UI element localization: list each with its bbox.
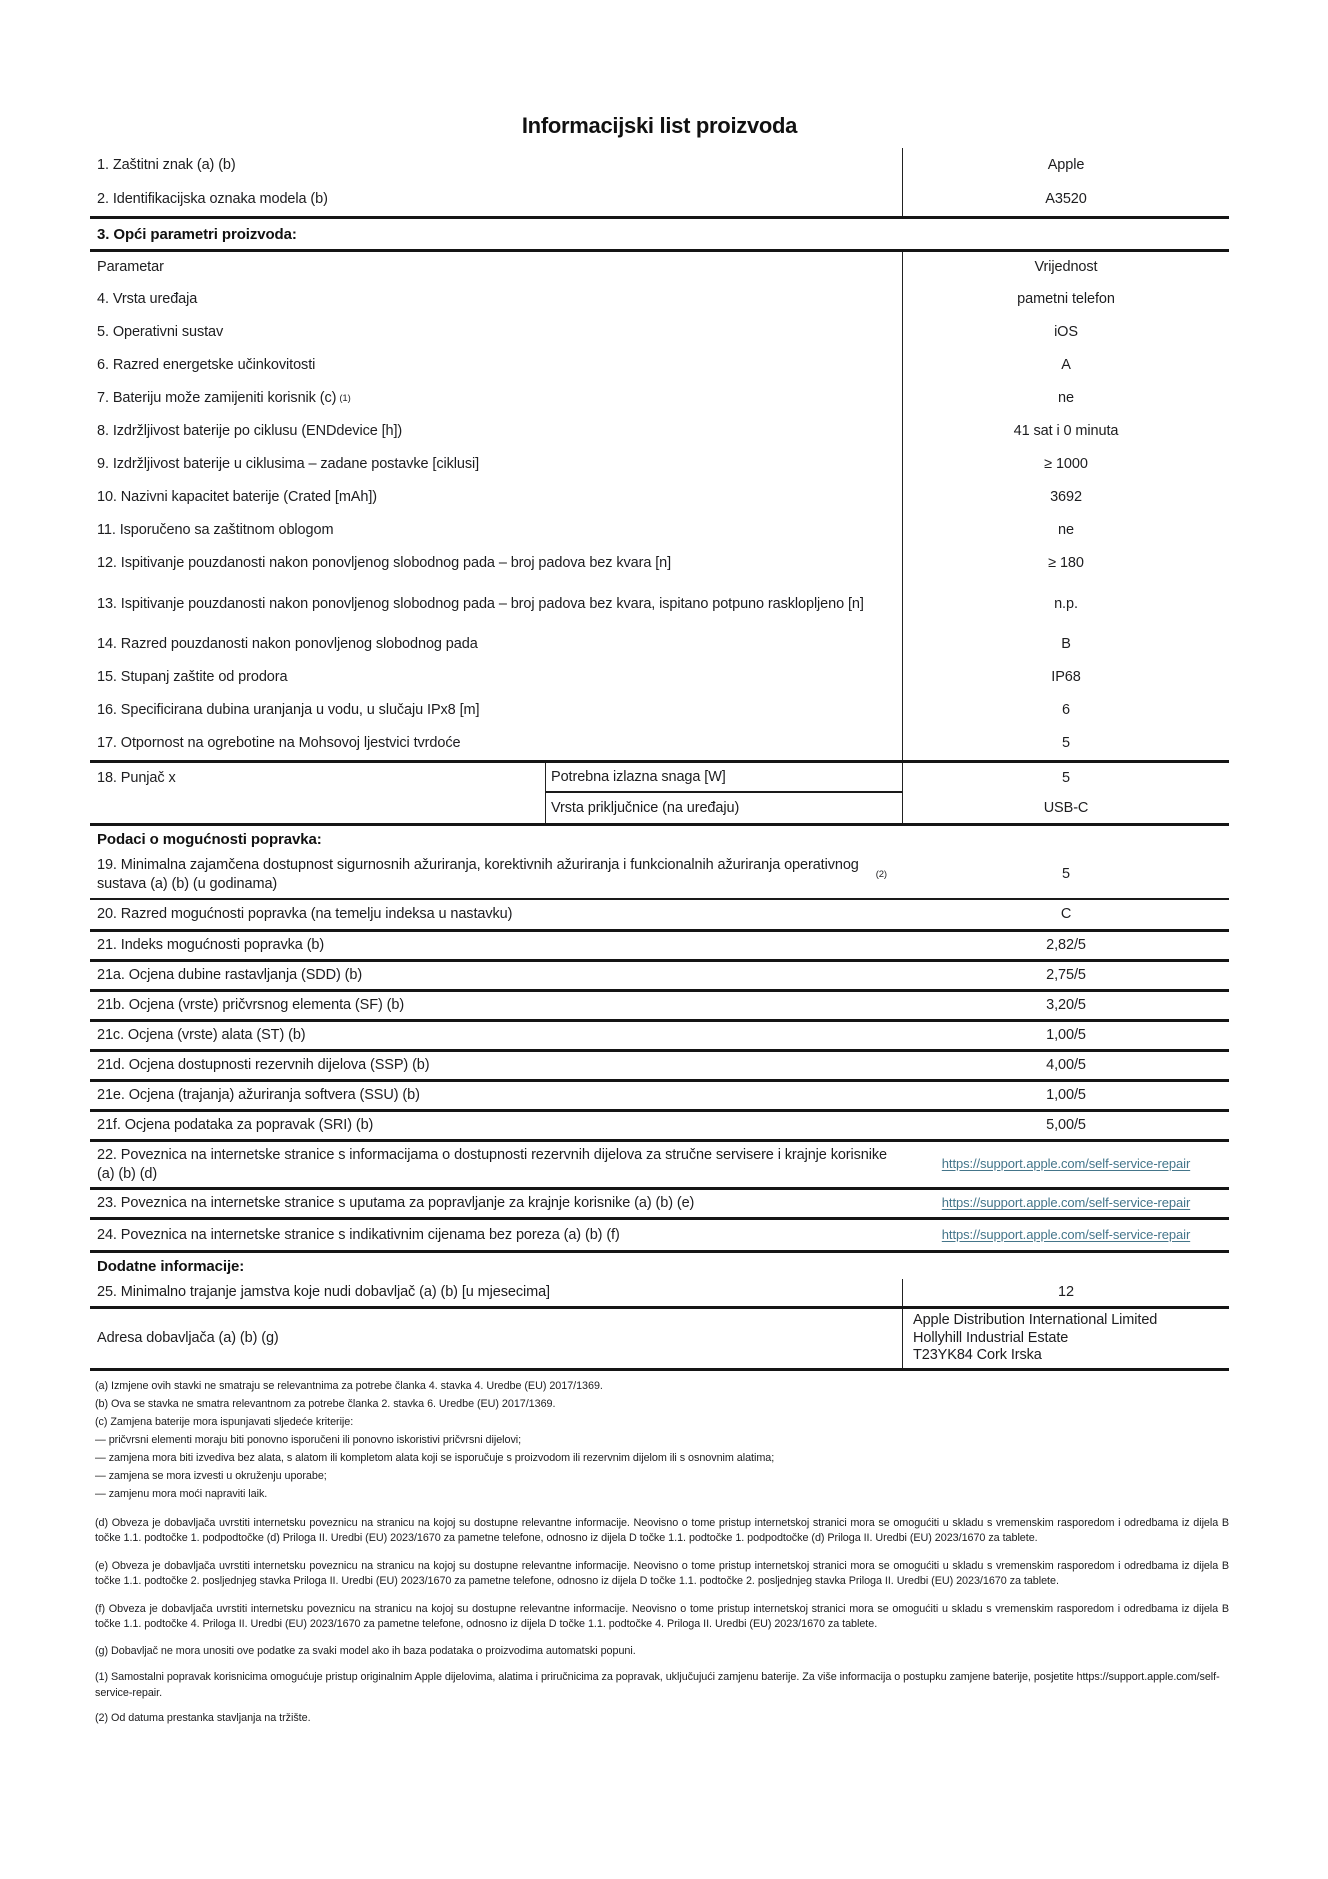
footnote-item: — zamjenu mora moći napraviti laik. <box>95 1487 268 1500</box>
spec-value: A3520 <box>1045 190 1087 207</box>
spec-value <box>903 1220 1229 1250</box>
spec-row <box>90 316 1229 349</box>
spec-label: 19. Minimalna zajamčena dostupnost sigurnosnih ažuriranja, korektivnih ažuriranja i funkcionalnih ažuriranja operativnog sustava (a) (b) (u godinama) (2) <box>97 857 887 892</box>
spec-label: 16. Specificirana dubina uranjanja u vodu, u slučaju IPx8 [m] <box>90 694 903 727</box>
spec-label: 2. Identifikacijska oznaka modela (b) <box>90 182 903 216</box>
footnote-item: (a) Izmjene ovih stavki ne smatraju se relevantnima za potrebe članka 4. stavka 4. Uredbe (EU) 2017/1369. <box>95 1379 603 1392</box>
spec-value: 4,00/5 <box>1046 1056 1086 1073</box>
charger-sub-label: Potrebna izlazna snaga [W] <box>545 763 903 793</box>
identity-table <box>90 148 1229 219</box>
footnote-item: (b) Ova se stavka ne smatra relevantnom za potrebe članka 2. stavka 6. Uredbe (EU) 2017/1369. <box>95 1397 556 1410</box>
spec-label: 10. Nazivni kapacitet baterije (Crated [mAh]) <box>90 481 903 514</box>
spec-label: 4. Vrsta uređaja <box>90 283 903 316</box>
supplier-address-row <box>90 1309 1229 1371</box>
spec-row <box>90 932 1229 962</box>
section-repair-title: Podaci o mogućnosti popravka: <box>97 830 322 848</box>
spec-row <box>90 992 1229 1022</box>
footnote-item: (1) Samostalni popravak korisnicima omogućuje pristup originalnim Apple dijelovima, alatima i priručnicima za popravak, uključujući zamjenu baterije. Za više informacija o postupku zamjene baterije, posjetite https://support.apple.com/self-service-repair. <box>95 1670 1220 1700</box>
section-general-title: 3. Opći parametri proizvoda: <box>90 219 1229 252</box>
spec-row <box>90 962 1229 992</box>
spec-value: 2,75/5 <box>1046 966 1086 983</box>
spec-value: ≥ 180 <box>1048 555 1084 572</box>
spec-row <box>90 1052 1229 1082</box>
spec-label: 20. Razred mogućnosti popravka (na temelju indeksa u nastavku) <box>97 905 513 922</box>
spec-label: 21b. Ocjena (vrste) pričvrsnog elementa (SF) (b) <box>97 996 405 1013</box>
link-row <box>90 1190 1229 1220</box>
spec-label: 25. Minimalno trajanje jamstva koje nudi dobavljač (a) (b) [u mjesecima] <box>90 1279 903 1306</box>
spec-label: 5. Operativni sustav <box>90 316 903 349</box>
link-row <box>90 1142 1229 1191</box>
spec-value <box>903 1190 1229 1217</box>
spec-label: Adresa dobavljača (a) (b) (g) <box>90 1309 903 1368</box>
spec-value: 2,82/5 <box>1046 936 1086 953</box>
spec-label: 22. Poveznica na internetske stranice s informacijama o dostupnosti rezervnih dijelova za stručne servisere i krajnje korisnike (a) (b) (d) <box>97 1146 888 1182</box>
spec-row <box>90 349 1229 382</box>
spec-row <box>90 182 1229 216</box>
spec-value: 41 sat i 0 minuta <box>1013 423 1119 440</box>
spec-label-text: 7. Bateriju može zamijeniti korisnik (c) <box>97 390 337 407</box>
spec-label: 9. Izdržljivost baterije u ciklusima – zadane postavke [ciklusi] <box>90 448 903 481</box>
spec-value: ≥ 1000 <box>1044 456 1088 473</box>
link-row <box>90 1220 1229 1253</box>
spec-label: 21f. Ocjena podataka za popravak (SRI) (b) <box>97 1116 374 1133</box>
footnotes <box>90 1377 1229 1726</box>
charger-row <box>90 763 1229 826</box>
spec-label: 21a. Ocjena dubine rastavljanja (SDD) (b) <box>97 966 363 983</box>
supplier-address <box>903 1309 1229 1368</box>
spec-row <box>90 694 1229 727</box>
spec-value: 3,20/5 <box>1046 996 1086 1013</box>
footnote-item: (f) Obveza je dobavljača uvrstiti internetsku poveznicu na stranicu na kojoj su dostupne relevantne informacije. Neovisno o tome pristup internetskoj stranici mora se omogućiti u skladu s vremenskim rasporedom i odredbama iz dijela B točke 1.1. podtočke 4. Priloga II. Uredbi (EU) 2023/1670 za pametne telefone, odnosno iz dijela D točke 1.1. podtočke 4. Priloga II. Uredbi (EU) 2023/1670 za tablete. <box>95 1602 1229 1630</box>
spec-label: 23. Poveznica na internetske stranice s uputama za popravljanje za krajnje korisnike (a) (b) (e) <box>97 1195 695 1212</box>
footnote-item: (e) Obveza je dobavljača uvrstiti internetsku poveznicu na stranicu na kojoj su dostupne relevantne informacije. Neovisno o tome pristup internetskoj stranici mora se omogućiti u skladu s vremenskim rasporedom i odredbama iz dijela B točke 1.1. podtočke 2. posljednjeg stavka Priloga II. Uredbi (EU) 2023/1670 za pametne telefone, odnosno iz dijela D točke 1.1. podtočke 2. posljednjeg stavka Priloga II. Uredbi (EU) 2023/1670 za tablete. <box>95 1559 1229 1587</box>
spec-value: IP68 <box>1051 669 1081 686</box>
repair-table <box>90 852 1229 1253</box>
spec-label: 12. Ispitivanje pouzdanosti nakon ponovljenog slobodnog pada – broj padova bez kvara [n] <box>90 547 903 580</box>
param-col-header: Parametar <box>90 252 903 283</box>
spec-label: 11. Isporučeno sa zaštitnom oblogom <box>90 514 903 547</box>
support-link[interactable]: https://support.apple.com/self-service-repair <box>941 1195 1191 1211</box>
spec-value: 5 <box>1062 735 1070 752</box>
spec-label: 21. Indeks mogućnosti popravka (b) <box>97 936 325 953</box>
spec-row <box>90 481 1229 514</box>
spec-label: 21c. Ocjena (vrste) alata (ST) (b) <box>97 1026 306 1043</box>
charger-sub-value: 5 <box>1062 770 1070 786</box>
spec-row <box>90 852 1229 900</box>
spec-value <box>903 1142 1229 1188</box>
spec-row <box>90 580 1229 628</box>
product-info-sheet <box>90 0 1229 1726</box>
warranty-row <box>90 1279 1229 1309</box>
spec-value: 5 <box>1062 866 1070 883</box>
spec-value: Apple <box>1047 156 1085 173</box>
support-link[interactable]: https://support.apple.com/self-service-repair <box>941 1226 1191 1242</box>
spec-row <box>90 382 1229 415</box>
spec-value: 5,00/5 <box>1046 1116 1086 1133</box>
footnote-item: — zamjena se mora izvesti u okruženju uporabe; <box>95 1469 327 1482</box>
spec-label: 21e. Ocjena (trajanja) ažuriranja softvera (SSU) (b) <box>97 1086 420 1103</box>
spec-value: 12 <box>1058 1284 1074 1301</box>
footnote-item: (d) Obveza je dobavljača uvrstiti internetsku poveznicu na stranicu na kojoj su dostupne relevantne informacije. Neovisno o tome pristup internetskoj stranici mora se omogućiti u skladu s vremenskim rasporedom i odredbama iz dijela B točke 1.1. podtočke 1. podpodtočke (d) Priloga II. Uredbi (EU) 2023/1670 za pametne telefone, odnosno iz dijela D točke 1.1. podtočke 1. podpodtočke (d) Priloga II. Uredbi (EU) 2023/1670 za tablete. <box>95 1516 1229 1544</box>
address-line: T23YK84 Cork Irska <box>913 1347 1042 1364</box>
charger-label <box>90 763 545 823</box>
spec-label-text: 19. Minimalna zajamčena dostupnost sigurnosnih ažuriranja, korektivnih ažuriranja i funkcionalnih ažuriranja operativnog sustava (a) (b) (u godinama) <box>97 857 859 892</box>
spec-value: pametni telefon <box>1017 291 1115 308</box>
spec-label: 15. Stupanj zaštite od prodora <box>90 661 903 694</box>
spec-label: 6. Razred energetske učinkovitosti <box>90 349 903 382</box>
spec-value: B <box>1061 636 1071 653</box>
charger-label-text: 18. Punjač x <box>97 770 176 786</box>
spec-row <box>90 148 1229 182</box>
spec-value: 3692 <box>1050 489 1082 506</box>
spec-value: ne <box>1058 390 1074 407</box>
address-line: Hollyhill Industrial Estate <box>913 1329 1069 1346</box>
footnote-item: (g) Dobavljač ne mora unositi ove podatke za svaki model ako ih baza podataka o proizvodima automatski popuni. <box>95 1644 636 1657</box>
spec-row <box>90 661 1229 694</box>
spec-row <box>90 1082 1229 1112</box>
spec-value: iOS <box>1054 324 1078 341</box>
footnote-item: (2) Od datuma prestanka stavljanja na tržište. <box>95 1711 311 1724</box>
support-link[interactable]: https://support.apple.com/self-service-repair <box>941 1156 1191 1172</box>
spec-label: 14. Razred pouzdanosti nakon ponovljenog slobodnog pada <box>90 628 903 661</box>
spec-label: 24. Poveznica na internetske stranice s indikativnim cijenama bez poreza (a) (b) (f) <box>97 1226 620 1243</box>
footnote-item: — pričvrsni elementi moraju biti ponovno isporučeni ili ponovno iskoristivi pričvrsni dijelovi; <box>95 1433 522 1446</box>
spec-value: 6 <box>1062 702 1070 719</box>
value-col-header: Vrijednost <box>1034 259 1098 276</box>
spec-row <box>90 448 1229 481</box>
address-line: Apple Distribution International Limited <box>913 1312 1158 1329</box>
spec-value: 1,00/5 <box>1046 1086 1086 1103</box>
params-header-row <box>90 252 1229 283</box>
spec-value: C <box>1060 905 1072 922</box>
spec-label: 8. Izdržljivost baterije po ciklusu (ENDdevice [h]) <box>90 415 903 448</box>
spec-value: ne <box>1058 522 1074 539</box>
section-additional-title: Dodatne informacije: <box>97 1257 245 1275</box>
spec-row <box>90 727 1229 760</box>
spec-label: 7. Bateriju može zamijeniti korisnik (c) (1) <box>90 382 903 415</box>
spec-row <box>90 547 1229 580</box>
spec-label: 13. Ispitivanje pouzdanosti nakon ponovljenog slobodnog pada – broj padova bez kvara, ispitano potpuno rasklopljeno [n] <box>90 580 903 628</box>
spec-value: 1,00/5 <box>1046 1026 1086 1043</box>
spec-row <box>90 514 1229 547</box>
spec-row <box>90 628 1229 661</box>
footnote-item: (c) Zamjena baterije mora ispunjavati sljedeće kriterije: <box>95 1415 354 1428</box>
spec-label: 1. Zaštitni znak (a) (b) <box>90 148 903 182</box>
footnote-item: — zamjena mora biti izvediva bez alata, s alatom ili kompletom alata koji se isporučuje s proizvodom ili rezervnim dijelom ili s osnovnim alatima; <box>95 1451 775 1464</box>
spec-row <box>90 1112 1229 1142</box>
general-table <box>90 252 1229 763</box>
spec-value: A <box>1061 357 1071 374</box>
spec-row <box>90 900 1229 932</box>
spec-label: 17. Otpornost na ogrebotine na Mohsovoj ljestvici tvrdoće <box>90 727 903 760</box>
spec-value: n.p. <box>1054 595 1078 612</box>
spec-label: 21d. Ocjena dostupnosti rezervnih dijelova (SSP) (b) <box>97 1056 430 1073</box>
spec-row <box>90 283 1229 316</box>
spec-row <box>90 415 1229 448</box>
charger-sub-value: USB-C <box>1043 800 1089 816</box>
spec-row <box>90 1022 1229 1052</box>
page-title: Informacijski list proizvoda <box>521 113 798 138</box>
charger-sub-label: Vrsta priključnice (na uređaju) <box>545 793 903 823</box>
